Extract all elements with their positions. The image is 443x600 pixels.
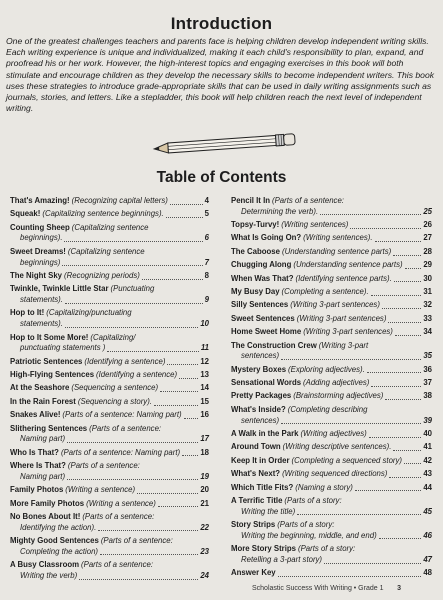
- toc-entry-page: 34: [423, 327, 432, 337]
- toc-entry-title: More Story Strips: [231, 544, 296, 554]
- toc-entry: [10, 461, 209, 482]
- toc-entry-skill: (Parts of a sentence:: [100, 536, 173, 546]
- leader-dots: [167, 363, 198, 365]
- toc-entry-title: When Was That?: [231, 273, 294, 283]
- leader-dots: [142, 278, 203, 280]
- toc-entry-title: My Busy Day: [231, 287, 280, 297]
- toc-entry-page: 30: [423, 273, 432, 283]
- leader-dots: [100, 553, 198, 555]
- toc-entry-skill: (Parts of a story:: [298, 544, 356, 554]
- toc-entry-skill-continued: punctuating statements ): [20, 343, 106, 353]
- toc-entry-skill-continued: Naming part): [20, 471, 66, 481]
- leader-dots: [382, 307, 421, 309]
- leader-dots: [281, 358, 421, 360]
- toc-entry: [231, 405, 432, 426]
- toc-entry-title: Sweet Sentences: [231, 313, 295, 323]
- toc-entry-page: 18: [200, 447, 209, 457]
- leader-dots: [379, 537, 422, 539]
- toc-entry-page: 17: [200, 434, 209, 444]
- toc-entry-title: Who Is That?: [10, 447, 59, 457]
- toc-entry-page: 22: [200, 522, 209, 532]
- leader-dots: [154, 404, 198, 406]
- toc-entry: [231, 378, 432, 389]
- toc-entry-title: What Is Going On?: [231, 233, 302, 243]
- toc-entry: [231, 520, 432, 541]
- toc-entry-title: Sweet Dreams!: [10, 246, 66, 256]
- leader-dots: [65, 326, 198, 328]
- toc-entry-page: 33: [423, 313, 432, 323]
- toc-entry-skill: (Parts of a story:: [277, 520, 335, 530]
- toc-entry: [10, 512, 209, 533]
- leader-dots: [62, 264, 202, 266]
- toc-entry: [231, 469, 432, 480]
- toc-entry: [10, 370, 209, 381]
- leader-dots: [160, 390, 198, 392]
- toc-entry: [10, 397, 209, 408]
- leader-dots: [395, 334, 421, 336]
- toc-entry-skill: (Parts of a sentence:: [82, 511, 155, 521]
- toc-entry-title: Counting Sheep: [10, 222, 70, 232]
- toc-entry: [231, 247, 432, 258]
- toc-entry-title: The Construction Crew: [231, 340, 317, 350]
- toc-entry-page: 7: [204, 257, 209, 267]
- leader-dots: [385, 398, 421, 400]
- leader-dots: [166, 216, 203, 218]
- leader-dots: [393, 254, 421, 256]
- leader-dots: [355, 489, 421, 491]
- intro-paragraph: One of the greatest challenges teachers and parents face is helping children develop independent writing skills. Each writing experience is unique and individualized, making it each child's responsibility to plan, expand, and proofread his or her work. However, the high-interest topics and engaging exercises in this book will both stimulate and encourage children as they develop the necessary skills to become independent writers. This book uses these strategies to introduce grade-appropriate skills that can be used in daily writing assignments such as journals, stories, and letters. Like a stepladder, this book will help children reach the next level of independent writing.: [6, 36, 435, 114]
- toc-entry-page: 37: [423, 378, 432, 388]
- toc-entry-skill: (Adding adjectives): [303, 378, 370, 388]
- toc-entry-page: 40: [423, 428, 432, 438]
- toc-entry-page: 25: [423, 206, 432, 216]
- leader-dots: [320, 213, 421, 215]
- toc-entry-title: Slithering Sentences: [10, 423, 88, 433]
- toc-entry-skill-continued: sentences): [241, 351, 280, 361]
- toc-entry-skill: (Writing sentences).: [303, 233, 373, 243]
- toc-entry-skill: (Understanding sentence parts): [293, 260, 403, 270]
- toc-entry-skill-continued: Retelling a 3-part story): [241, 554, 323, 564]
- toc-entry-page: 48: [423, 568, 432, 578]
- toc-entry-title: Pretty Packages: [231, 391, 292, 401]
- leader-dots: [393, 449, 421, 451]
- toc-entry-skill: (Parts of a sentence:: [272, 196, 344, 205]
- toc-entry-skill: (Recognizing capital letters): [71, 196, 168, 205]
- toc-entry-title: Home Sweet Home: [231, 327, 302, 337]
- toc-entry-page: 9: [204, 295, 209, 305]
- toc-entry-page: 20: [200, 485, 209, 495]
- toc-entry-page: 39: [423, 415, 432, 425]
- toc-entry-skill-continued: Writing the verb): [20, 570, 78, 580]
- toc-entry-page: 27: [423, 233, 432, 243]
- toc-entry-title: Silly Sentences: [231, 300, 289, 310]
- series-title: Scholastic Success With Writing • Grade 1: [252, 585, 384, 592]
- toc-entry-title: Which Title Fits?: [231, 482, 294, 492]
- toc-entry-page: 26: [423, 220, 432, 230]
- toc-entry-page: 24: [200, 570, 209, 580]
- toc-entry-skill: (Writing 3-part sentences): [296, 313, 387, 323]
- toc-entry-page: 44: [423, 482, 432, 492]
- toc-entry-skill: (Capitalizing sentence: [67, 246, 145, 256]
- toc-entry-page: 38: [423, 391, 432, 401]
- toc-entry-skill-continued: Completing the action): [20, 546, 99, 556]
- toc-entry-skill: (Recognizing periods): [64, 270, 140, 280]
- leader-dots: [67, 478, 198, 480]
- toc-entry-page: 12: [200, 356, 209, 366]
- toc-entry-page: 14: [200, 383, 209, 393]
- leader-dots: [350, 227, 421, 229]
- leader-dots: [404, 462, 421, 464]
- toc-entry: [231, 442, 432, 453]
- toc-entry-page: 36: [423, 364, 432, 374]
- leader-dots: [324, 562, 421, 564]
- toc-entry-title: The Caboose: [231, 246, 280, 256]
- leader-dots: [297, 513, 421, 515]
- leader-dots: [278, 575, 422, 577]
- toc-entry-title: Mighty Good Sentences: [10, 536, 99, 546]
- toc-entry: [10, 271, 209, 282]
- toc-entry: [10, 223, 209, 244]
- toc-entry-skill: (Identifying a sentence): [96, 370, 178, 380]
- toc-entry-skill: (Understanding sentence parts): [281, 246, 392, 256]
- toc-entry-title: A Walk in the Park: [231, 428, 299, 438]
- toc-entry-title: Hop to It Some More!: [10, 332, 89, 342]
- toc-entry-skill: (Writing adjectives): [300, 428, 367, 438]
- leader-dots: [137, 492, 198, 494]
- leader-dots: [371, 294, 422, 296]
- toc-entry-title: Snakes Alive!: [10, 410, 61, 420]
- toc-entry-skill-continued: statements).: [20, 295, 63, 305]
- toc-entry-page: 29: [423, 260, 432, 270]
- toc-entry: [231, 544, 432, 565]
- toc-entry-page: 4: [204, 196, 209, 205]
- toc-entry: [231, 220, 432, 231]
- toc-entry: [10, 560, 209, 581]
- toc-entry-page: 42: [423, 455, 432, 465]
- leader-dots: [388, 321, 421, 323]
- toc-entry-skill-continued: Writing the title): [241, 506, 296, 516]
- toc-entry-skill: (Writing 3-part sentences): [290, 300, 380, 310]
- toc-entry-skill: (Writing a sentence): [86, 498, 156, 508]
- toc-entry-title: High-Flying Sentences: [10, 370, 95, 380]
- toc-entry-skill: (Capitalizing sentence: [71, 222, 149, 232]
- page-footer: [252, 585, 401, 592]
- toc-entry-skill: (Identifying a sentence): [84, 356, 166, 366]
- toc-entry-title: The Night Sky: [10, 270, 62, 280]
- toc-entry: [231, 496, 432, 517]
- leader-dots: [281, 422, 421, 424]
- toc-entry-page: 32: [423, 300, 432, 310]
- toc-entry-skill: (Punctuating: [110, 284, 155, 294]
- toc-entry-title: That's Amazing!: [10, 196, 70, 205]
- toc-right-column: [231, 196, 432, 582]
- toc-entry-skill: (Writing a sentence): [65, 485, 136, 495]
- toc-entry-title: At the Seashore: [10, 383, 70, 393]
- leader-dots: [367, 371, 422, 373]
- toc-entry-skill: (Writing sentences): [281, 220, 349, 230]
- toc-entry-page: 16: [200, 410, 209, 420]
- toc-entry: [231, 233, 432, 244]
- leader-dots: [182, 454, 198, 456]
- toc-entry-skill: (Writing sequenced directions): [282, 469, 388, 479]
- intro-title: Introduction: [170, 14, 273, 33]
- toc-entry-page: 11: [200, 343, 209, 353]
- toc-entry-title: Pencil It In: [231, 196, 270, 205]
- toc-entry-skill-continued: Determining the verb).: [241, 206, 319, 216]
- toc-entry-page: 6: [204, 233, 209, 243]
- toc-entry-skill: (Parts of a sentence:: [89, 423, 162, 433]
- toc-entry: [231, 429, 432, 440]
- toc-entry-skill-continued: sentences): [241, 415, 280, 425]
- leader-dots: [67, 441, 198, 443]
- toc-entry-title: Around Town: [231, 442, 281, 452]
- toc-entry: [10, 308, 209, 329]
- toc-entry-title: Hop to It!: [10, 308, 45, 318]
- toc-entry-skill: (Parts of a sentence: Naming part): [60, 447, 181, 457]
- toc-entry-skill: (Sequencing a sentence): [71, 383, 159, 393]
- toc-entry-title: Keep It in Order: [231, 455, 290, 465]
- toc-entry-skill: (Exploring adjectives).: [288, 364, 365, 374]
- leader-dots: [394, 280, 422, 282]
- toc-entry: [10, 383, 209, 394]
- toc-entry-title: Sensational Words: [231, 378, 302, 388]
- toc-entry: [10, 410, 209, 421]
- toc-entry: [10, 333, 209, 354]
- toc-entry-skill: (Parts of a sentence:: [67, 461, 140, 471]
- toc-entry: [10, 209, 209, 220]
- toc-entry-page: 15: [200, 396, 209, 406]
- toc-entry-page: 43: [423, 469, 432, 479]
- leader-dots: [184, 417, 199, 419]
- toc-entry-skill: (Completing a sentence).: [281, 287, 369, 297]
- toc-entry-page: 28: [423, 246, 432, 256]
- toc-entry-page: 46: [423, 530, 432, 540]
- toc-entry-skill: (Writing descriptive sentences).: [282, 442, 392, 452]
- toc-entry-page: 10: [200, 319, 209, 329]
- toc-entry: [10, 357, 209, 368]
- toc-entry: [10, 448, 209, 459]
- leader-dots: [65, 302, 203, 304]
- toc-entry-skill: (Parts of a sentence: Naming part): [62, 410, 182, 420]
- toc-entry: [10, 536, 209, 557]
- toc-entry-title: Answer Key: [231, 568, 276, 578]
- toc-entry: [231, 391, 432, 402]
- toc-entry-title: No Bones About It!: [10, 511, 81, 521]
- toc-entry-title: Family Photos: [10, 485, 64, 495]
- toc-entry-skill: (Writing 3-part: [318, 340, 369, 350]
- toc-entry: [231, 568, 432, 579]
- toc-entry-title: Where Is That?: [10, 461, 66, 471]
- toc-entry-page: 45: [423, 506, 432, 516]
- toc-entry-title: Mystery Boxes: [231, 364, 287, 374]
- page-number: 3: [397, 585, 402, 592]
- toc-entry-title: Topsy-Turvy!: [231, 220, 280, 230]
- toc-entry-skill-continued: Identifying the action).: [20, 522, 97, 532]
- leader-dots: [107, 350, 199, 352]
- toc-entry-title: Story Strips: [231, 520, 276, 530]
- toc-entry-title: Twinkle, Twinkle Little Star: [10, 284, 109, 294]
- toc-left-column: [10, 196, 209, 584]
- toc-entry-page: 5: [204, 209, 209, 219]
- toc-entry: [231, 365, 432, 376]
- toc-entry-skill: (Sequencing a story).: [77, 396, 152, 406]
- toc-entry-skill: (Brainstorming adjectives): [293, 391, 384, 401]
- leader-dots: [170, 203, 203, 205]
- toc-entry-title: Patriotic Sentences: [10, 356, 83, 366]
- toc-entry: [231, 341, 432, 362]
- toc-entry: [231, 274, 432, 285]
- toc-entry: [231, 300, 432, 311]
- toc-entry: [10, 247, 209, 268]
- toc-entry-title: More Family Photos: [10, 498, 85, 508]
- toc-entry: [10, 424, 209, 445]
- toc-entry-skill: (Completing describing: [287, 404, 368, 414]
- toc-entry-page: 35: [423, 351, 432, 361]
- toc-entry-page: 47: [423, 554, 432, 564]
- toc-entry-page: 13: [200, 370, 209, 380]
- toc-entry-skill: (Parts of a story:: [284, 495, 342, 505]
- toc-entry: [10, 284, 209, 305]
- toc-entry-skill: (Parts of a sentence:: [81, 560, 153, 570]
- toc-entry-skill-continued: beginnings).: [20, 233, 63, 243]
- leader-dots: [371, 385, 421, 387]
- toc-entry: [231, 287, 432, 298]
- toc-entry-skill: (Writing 3-part sentences): [303, 327, 393, 337]
- toc-entry-title: What's Inside?: [231, 404, 286, 414]
- toc-entry-page: 23: [200, 546, 209, 556]
- toc-entry: [231, 456, 432, 467]
- leader-dots: [369, 436, 422, 438]
- toc-entry-page: 41: [423, 442, 432, 452]
- toc-entry-title: What's Next?: [231, 469, 281, 479]
- toc-entry-skill: (Naming a story): [295, 482, 353, 492]
- toc-entry: [10, 485, 209, 496]
- toc-entry: [10, 499, 209, 510]
- leader-dots: [405, 267, 422, 269]
- leader-dots: [79, 578, 198, 580]
- toc-entry: [231, 196, 432, 217]
- toc-entry: [10, 196, 209, 207]
- toc-entry-skill-continued: beginnings): [20, 257, 61, 267]
- toc-entry-skill: (Capitalizing sentence beginnings).: [42, 209, 164, 219]
- leader-dots: [98, 529, 198, 531]
- toc-entry-title: A Terrific Title: [231, 495, 283, 505]
- toc-entry-page: 19: [200, 471, 209, 481]
- toc-entry-skill: (Capitalizing/punctuating: [46, 308, 132, 318]
- toc-entry-skill-continued: statements).: [20, 319, 63, 329]
- toc-entry-skill: (Capitalizing/: [90, 332, 136, 342]
- toc-entry: [231, 483, 432, 494]
- toc-entry-page: 21: [200, 498, 209, 508]
- leader-dots: [375, 240, 422, 242]
- toc-entry: [231, 314, 432, 325]
- toc-entry-page: 31: [423, 287, 432, 297]
- leader-dots: [158, 505, 198, 507]
- leader-dots: [389, 476, 421, 478]
- toc-entry-skill: (Completing a sequenced story): [291, 455, 403, 465]
- pencil-illustration: [150, 133, 300, 155]
- toc-entry-page: 8: [204, 270, 209, 280]
- toc-entry-title: In the Rain Forest: [10, 396, 76, 406]
- leader-dots: [179, 377, 198, 379]
- toc-entry-title: A Busy Classroom: [10, 560, 80, 570]
- toc-entry: [231, 327, 432, 338]
- toc-entry-skill-continued: Writing the beginning, middle, and end): [241, 530, 377, 540]
- toc-entry-skill: (Identifying sentence parts).: [295, 273, 392, 283]
- toc-title: Table of Contents: [156, 169, 287, 186]
- toc-entry: [231, 260, 432, 271]
- leader-dots: [64, 240, 202, 242]
- toc-entry-title: Squeak!: [10, 209, 41, 219]
- toc-entry-title: Chugging Along: [231, 260, 292, 270]
- toc-entry-skill-continued: Naming part): [20, 434, 66, 444]
